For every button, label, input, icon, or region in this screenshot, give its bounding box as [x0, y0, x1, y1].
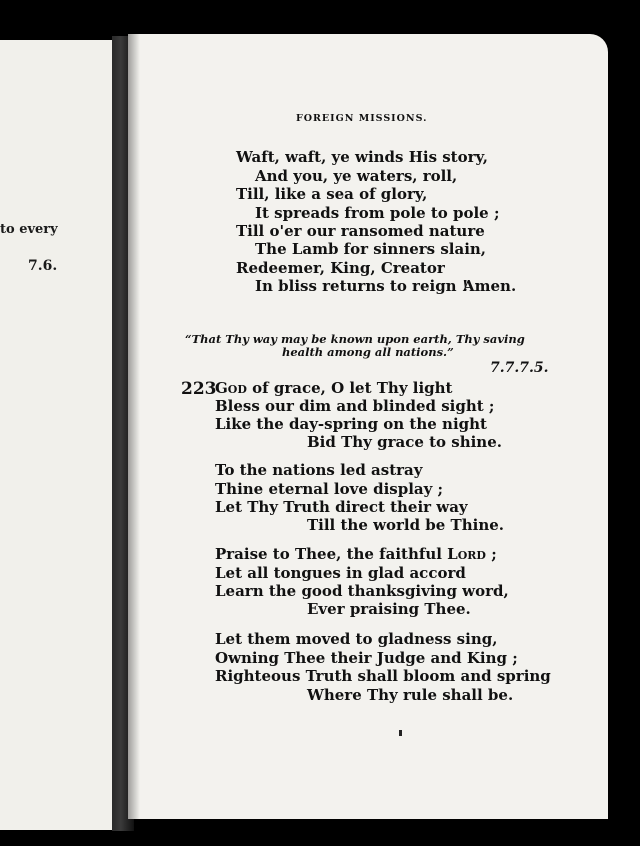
- prev-hymn-line: And you, ye waters, roll,: [255, 167, 458, 185]
- left-page: [0, 40, 124, 830]
- hymn-first-line: [215, 381, 452, 396]
- first-word: God: [215, 379, 247, 397]
- epigraph-line-2: health among all nations.”: [282, 345, 454, 359]
- verse-line: Let them moved to gladness sing,: [215, 630, 498, 648]
- verse-3-line-1-post: ;: [485, 545, 497, 563]
- verse-line: Learn the good thanksgiving word,: [215, 582, 509, 600]
- verse-line: Like the day-spring on the night: [215, 415, 487, 433]
- prev-hymn-line: The Lamb for sinners slain,: [255, 240, 487, 258]
- lord-small-caps: Lord: [447, 545, 486, 563]
- prev-hymn-line: Till, like a sea of glory,: [236, 185, 428, 203]
- prev-hymn-line: Till o'er our ransomed nature: [236, 222, 485, 240]
- left-page-fragment-text: to every: [0, 222, 58, 237]
- verse-line: Owning Thee their Judge and King ;: [215, 649, 518, 667]
- spine-shadow: [128, 34, 140, 819]
- prev-hymn-line: Redeemer, King, Creator: [236, 259, 445, 277]
- verse-line: Bid Thy grace to shine.: [307, 433, 502, 451]
- verse-line: Bless our dim and blinded sight ;: [215, 397, 495, 415]
- hymn-number: 223: [181, 379, 217, 399]
- verse-line: To the nations led astray: [215, 461, 423, 479]
- prev-hymn-line: Waft, waft, ye winds His story,: [236, 148, 489, 166]
- prev-hymn-line: It spreads from pole to pole ;: [255, 204, 500, 222]
- prev-hymn-line: In bliss returns to reign !: [255, 277, 469, 295]
- verse-line: Where Thy rule shall be.: [307, 686, 514, 704]
- first-line-rest: of grace, O let Thy light: [246, 379, 453, 397]
- verse-line: Righteous Truth shall bloom and spring: [215, 667, 551, 685]
- left-page-fragment-meter: 7.6.: [28, 258, 58, 274]
- verse-line: [215, 547, 497, 562]
- running-header: FOREIGN MISSIONS.: [296, 113, 428, 124]
- page-ink-mark: [399, 730, 402, 736]
- amen: Amen.: [463, 277, 517, 295]
- verse-line: Let all tongues in glad accord: [215, 564, 466, 582]
- meter: 7.7.7.5.: [490, 360, 549, 376]
- verse-line: Ever praising Thee.: [307, 600, 471, 618]
- verse-3-line-1-pre: Praise to Thee, the faithful: [215, 545, 448, 563]
- epigraph-line-1: “That Thy way may be known upon earth, Thy saving: [185, 332, 525, 346]
- verse-line: Till the world be Thine.: [307, 516, 504, 534]
- verse-line: Thine eternal love display ;: [215, 480, 444, 498]
- verse-line: Let Thy Truth direct their way: [215, 498, 468, 516]
